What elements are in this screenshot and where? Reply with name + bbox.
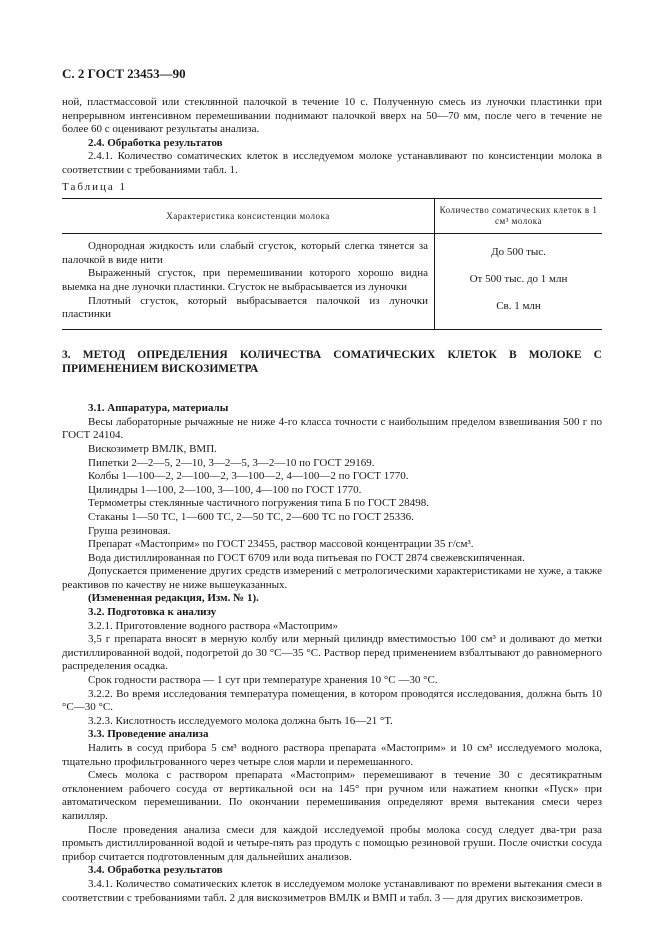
table-header-row (62, 199, 602, 234)
preparation-item: 3.2.1. Приготовление водного раствора «Мастоприм» (88, 619, 338, 632)
table-header-consistency: Характеристика консистенции молока (62, 199, 435, 234)
equipment-item: Весы лабораторные рычажные не ниже 4-го класса точности с наибольшим пределом взвешивания 500 г по ГОСТ 24104. (62, 415, 602, 442)
consistency-table (62, 198, 602, 330)
equipment-item: Пипетки 2—2—5, 2—10, 3—2—5, 3—2—10 по ГОСТ 29169. (88, 456, 375, 469)
section-3-1-title: 3.1. Аппаратура, материалы (88, 402, 229, 415)
section-2-4-title: 2.4. Обработка результатов (88, 136, 223, 149)
procedure-item: После проведения анализа смеси для каждой исследуемой пробы молока сосуд следует два-три раза промыть дистиллированной водой и четыре-пять раз продуть с помощью резиновой груши. После очистки сосуда прибор считается подготовленным для дальнейших анализов. (62, 823, 602, 863)
preparation-item: 3,5 г препарата вносят в мерную колбу или мерный цилиндр вместимостью 100 см³ и доливают до метки дистиллированной водой, подогретой до 30 °С—35 °С. Раствор перед применением взбалтывают до равномерного распределения осадка. (62, 633, 602, 673)
intro-paragraph: ной, пластмассовой или стеклянной палочкой в течение 10 с. Полученную смесь из луночки пластинки при непрерывном интенсивном перемешивании поднимают палочкой вверх на 50—70 мм, после чего в течение не более 60 с оценивают результаты анализа. (62, 96, 602, 136)
equipment-item: Препарат «Мастоприм» по ГОСТ 23455, раствор массовой концентрации 35 г/см³. (88, 538, 474, 551)
equipment-item: Стаканы 1—50 ТС, 1—600 ТС, 2—50 ТС, 2—600 ТС по ГОСТ 25336. (88, 510, 414, 523)
table-descriptions (62, 234, 435, 330)
section-3-4-title: 3.4. Обработка результатов (88, 864, 223, 877)
page-header: С. 2 ГОСТ 23453—90 (62, 66, 186, 81)
section-3-2-title: 3.2. Подготовка к анализу (88, 606, 217, 619)
procedure-item: Налить в сосуд прибора 5 см³ водного раствора препарата «Мастоприм» и 10 см³ исследуемого молока, тщательно профильтрованного через четыре слоя марли и перемешанного. (62, 742, 602, 768)
table-row-value: Св. 1 млн (496, 300, 541, 313)
table-row-desc: Выраженный сгусток, при перемешивании которого хорошо видна выемка на дне луночки пластинки. Сгусток не выбрасывается из луночки (62, 267, 428, 293)
equipment-item: Вискозиметр ВМЛК, ВМП. (88, 442, 217, 455)
preparation-item: Срок годности раствора — 1 сут при температуре хранения 10 °С —30 °С. (88, 674, 438, 687)
equipment-item: Термометры стеклянные частичного погружения типа Б по ГОСТ 28498. (88, 497, 430, 510)
table-values (435, 234, 603, 330)
section-2-4-1-text: 2.4.1. Количество соматических клеток в исследуемом молоке устанавливают по консистенции молока в соответствии с требованиями табл. 1. (62, 150, 602, 176)
section-3-title: 3. МЕТОД ОПРЕДЕЛЕНИЯ КОЛИЧЕСТВА СОМАТИЧЕСКИХ КЛЕТОК В МОЛОКЕ С ПРИМЕНЕНИЕМ ВИСКОЗИМЕТРА (62, 349, 602, 376)
amendment-note: (Измененная редакция, Изм. № 1). (88, 592, 259, 605)
preparation-item: 3.2.2. Во время исследования температура помещения, в котором проводятся исследования, должна быть 10 °С—30 °С. (62, 687, 602, 714)
equipment-item: Цилиндры 1—100, 2—100, 3—100, 4—100 по ГОСТ 1770. (88, 483, 362, 496)
equipment-item: Колбы 1—100—2, 2—100—2, 3—100—2, 4—100—2 по ГОСТ 1770. (88, 470, 409, 483)
table-row-value: До 500 тыс. (491, 246, 546, 259)
equipment-item: Допускается применение других средств измерений с метрологическими характеристиками не хуже, а также реактивов по качеству не ниже вышеуказанных. (62, 565, 602, 591)
table-row-desc: Однородная жидкость или слабый сгусток, который слегка тянется за палочкой в виде нити (62, 240, 428, 266)
table-row-desc: Плотный сгусток, который выбрасывается палочкой из луночки пластинки (62, 294, 428, 321)
preparation-item: 3.2.3. Кислотность исследуемого молока должна быть 16—21 °Т. (88, 714, 393, 727)
section-3-3-title: 3.3. Проведение анализа (88, 728, 209, 741)
table-1-label: Таблица 1 (62, 180, 128, 193)
table-row-value: От 500 тыс. до 1 млн (469, 273, 568, 286)
equipment-item: Вода дистиллированная по ГОСТ 6709 или вода питьевая по ГОСТ 2874 свежевскипяченная. (88, 551, 525, 564)
procedure-item: Смесь молока с раствором препарата «Мастоприм» перемешивают в течение 30 с десятикратным отклонением рабочего сосуда от вертикальной оси на 145° при ручном или нажатием кнопки «Пуск» при автоматическом перемешивании. По окончании перемешивания определяют время вытекания смеси через капилляр. (62, 769, 602, 822)
table-body-row (62, 234, 602, 330)
table-header-cell-count: Количество соматических клеток в 1 см³ молока (435, 199, 603, 234)
section-3-4-1-text: 3.4.1. Количество соматических клеток в исследуемом молоке устанавливают по времени вытекания смеси в соответствии с требованиями табл. 2 для вискозиметров ВМЛК и ВМП и табл. 3 — для других вискозиметров. (62, 877, 602, 904)
document-body (62, 96, 602, 905)
equipment-item: Груша резиновая. (88, 524, 171, 537)
